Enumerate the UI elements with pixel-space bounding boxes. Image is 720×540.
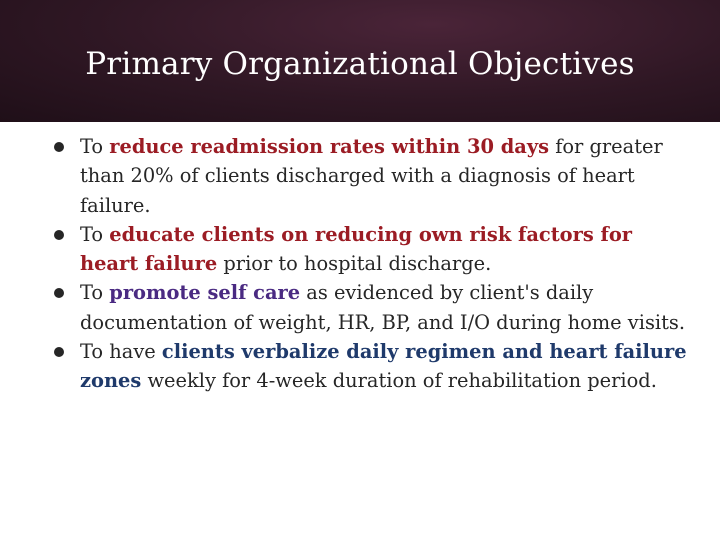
objective-text-post: for greater than 20% of clients discharged with a diagnosis of heart failure. [80,135,663,217]
objective-text-pre: To have [80,340,162,364]
slide-title: Primary Organizational Objectives [85,46,635,82]
title-banner [0,0,720,122]
objective-highlight: clients verbalize daily regimen and heart failure zones [80,340,687,393]
bullet-icon [54,142,64,152]
objective-highlight: educate clients on reducing own risk factors for heart failure [80,222,632,276]
objective-item [52,337,692,396]
objective-item [52,132,692,220]
objective-text-post: prior to hospital discharge. [217,252,492,276]
objective-text-pre: To [80,281,110,305]
objective-item [52,278,692,337]
objectives-list [52,132,692,396]
objective-highlight: reduce readmission rates within 30 days [109,135,550,158]
objective-text-post: weekly for 4-week duration of rehabilitation period. [141,369,657,393]
bullet-icon [54,230,64,240]
bullet-icon [54,288,64,298]
objective-item [52,220,692,279]
bullet-icon [54,347,64,357]
objective-text-pre: To [80,222,110,246]
objective-text-post: as evidenced by client's daily documentation of weight, HR, BP, and I/O during home visits. [80,281,686,334]
objective-text-pre: To [80,135,110,158]
objective-highlight: promote self care [109,281,301,305]
